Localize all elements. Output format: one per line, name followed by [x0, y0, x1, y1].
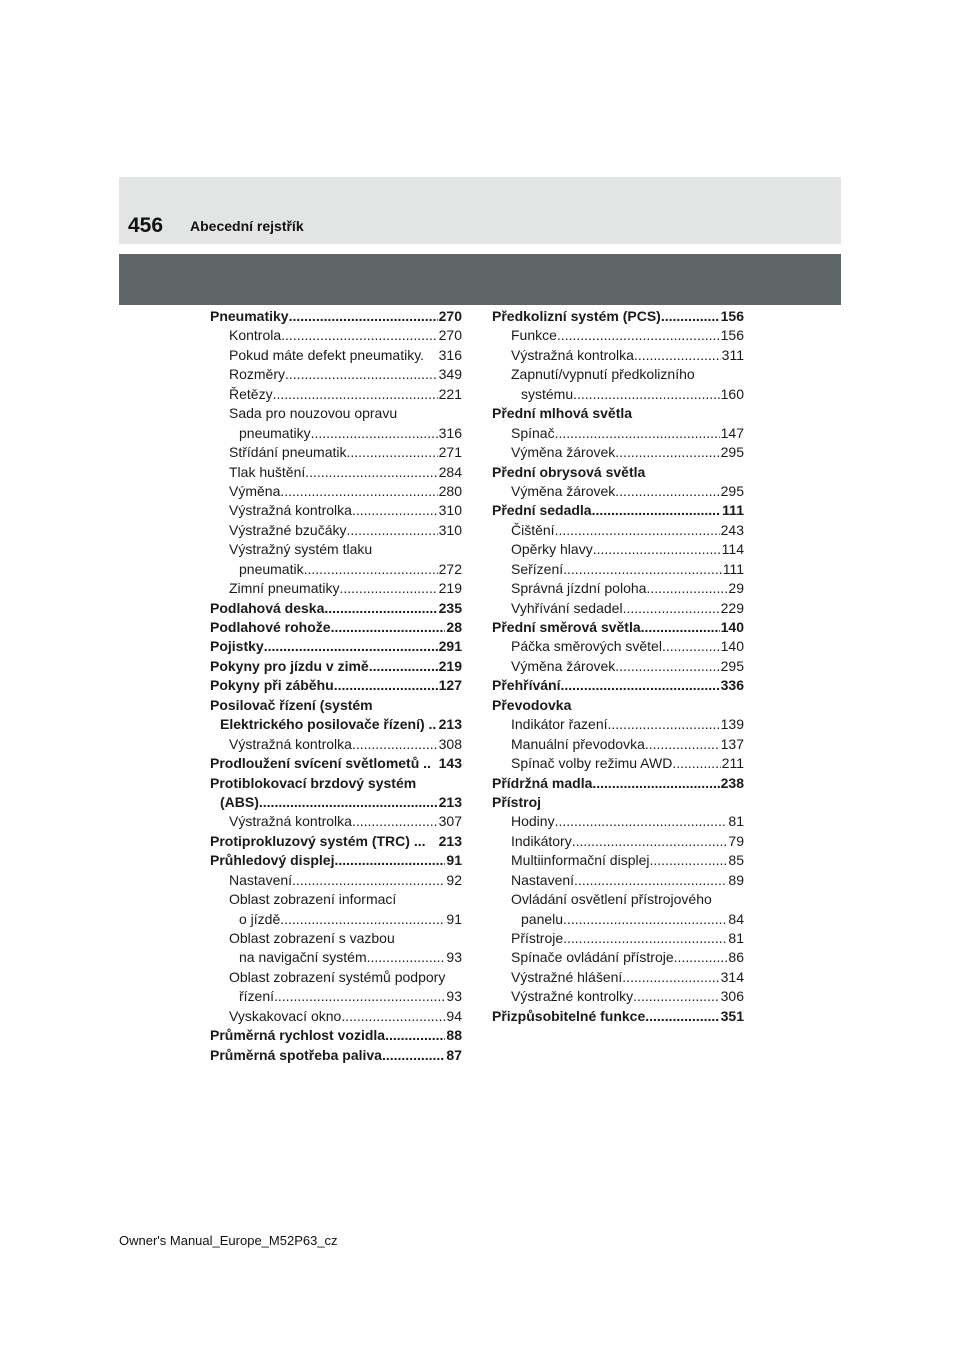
dot-leader: [563, 560, 722, 579]
index-entry-term: Přizpůsobitelné funkce: [492, 1007, 646, 1024]
dot-leader: [352, 735, 438, 754]
index-entry-term: Tlak huštění: [229, 463, 306, 480]
index-entry: [210, 1007, 462, 1026]
index-entry-term: Čištění: [511, 521, 555, 538]
index-entry: [492, 968, 744, 987]
dot-leader: [285, 365, 438, 384]
index-entry-term: Přední směrová světla: [492, 619, 641, 635]
index-entry: [210, 618, 462, 637]
index-entry-term: Pokyny pro jízdu v zimě: [210, 657, 369, 674]
index-entry: [210, 948, 462, 967]
index-entry-page: 114: [721, 541, 744, 558]
dot-leader: [645, 735, 720, 754]
index-entry-term: Zapnutí/vypnutí předkolizního: [511, 366, 695, 383]
index-entry-page: 280: [438, 482, 462, 499]
dot-leader: [674, 948, 728, 967]
index-entry-term: Hodiny: [511, 813, 555, 830]
dot-leader: [622, 968, 719, 987]
index-entry-page: 81: [728, 930, 744, 946]
index-entry-term: Výstražná kontrolka: [511, 346, 634, 363]
index-entry-term: Výstražný systém tlaku: [229, 541, 373, 558]
index-entry: [210, 579, 462, 598]
index-entry: [492, 501, 744, 520]
index-entry: [492, 365, 744, 384]
dot-leader: [273, 385, 438, 404]
dot-leader: [352, 501, 438, 520]
dot-leader: [641, 618, 720, 637]
dot-leader: [305, 463, 437, 482]
dot-leader: [367, 948, 446, 967]
index-entry-term: Výměna žárovek: [511, 482, 616, 499]
index-entry-term: Výměna žárovek: [511, 657, 616, 674]
index-entry-term: panelu: [521, 910, 564, 927]
index-entry-page: 29: [728, 580, 744, 597]
dot-leader: [560, 676, 719, 695]
index-entry-page: 235: [438, 599, 462, 616]
dot-leader: [615, 482, 719, 501]
index-entry: [210, 793, 462, 812]
index-entry: [210, 560, 462, 579]
index-entry-page: 311: [721, 346, 744, 363]
index-entry-term: Přední obrysová světla: [492, 463, 646, 480]
index-entry: [210, 599, 462, 618]
dot-leader: [557, 326, 720, 345]
index-entry: [210, 735, 462, 754]
index-entry-page: 295: [720, 657, 744, 674]
dot-leader: [634, 346, 721, 365]
index-entry: [492, 424, 744, 443]
index-entry-term: Multiinformační displej: [511, 852, 650, 869]
dot-leader: [563, 910, 727, 929]
index-entry: [210, 851, 462, 870]
index-entry-page: 295: [720, 482, 744, 499]
dot-leader: [572, 832, 728, 851]
index-entry: [492, 657, 744, 676]
index-entry-page: 306: [720, 988, 744, 1005]
index-entry-page: 213: [438, 832, 462, 849]
index-entry-page: 79: [728, 832, 744, 849]
index-entry: [210, 307, 462, 326]
index-entry: [210, 871, 462, 890]
index-entry-term: o jízdě: [239, 910, 281, 927]
index-entry: [492, 618, 744, 637]
index-entry-page: 211: [721, 755, 744, 772]
index-entry-term: Sada pro nouzovou opravu: [229, 405, 398, 422]
dot-leader: [324, 599, 437, 618]
dark-header-band: [119, 254, 841, 305]
dot-leader: [593, 540, 721, 559]
index-entry: [492, 404, 744, 423]
dot-leader: [347, 521, 438, 540]
index-entry: [210, 754, 462, 773]
index-entry: [492, 715, 744, 734]
index-entry-term: Předkolizní systém (PCS): [492, 308, 661, 324]
index-entry: [210, 365, 462, 384]
dot-leader: [264, 637, 438, 656]
index-column-right: [492, 307, 744, 1026]
index-entry: [210, 812, 462, 831]
index-entry-page: 91: [446, 852, 462, 869]
dot-leader: [650, 851, 728, 870]
index-entry: [210, 968, 462, 987]
dot-leader: [289, 307, 438, 326]
index-entry: [492, 346, 744, 365]
index-entry-term: Spínač: [511, 424, 555, 441]
index-entry-term: Podlahová deska: [210, 599, 325, 616]
index-entry-page: 308: [438, 735, 462, 752]
index-entry: [492, 812, 744, 831]
index-entry: [492, 599, 744, 618]
index-entry: [492, 910, 744, 929]
dot-leader: [339, 579, 437, 598]
index-entry-page: 93: [446, 988, 462, 1005]
index-entry-term: Výstražná kontrolka: [229, 735, 352, 752]
dot-leader: [280, 482, 437, 501]
dot-leader: [347, 443, 438, 462]
index-entry: [492, 987, 744, 1006]
index-entry-term: Průměrná rychlost vozidla: [210, 1027, 386, 1044]
dot-leader: [274, 987, 445, 1006]
index-entry-term: Vyskakovací okno: [229, 1007, 342, 1024]
index-entry-page: 88: [446, 1027, 462, 1044]
index-entry-term: Průhledový displej: [210, 852, 335, 869]
index-entry-term: Podlahové rohože: [210, 619, 331, 635]
index-entry-page: 310: [438, 502, 462, 519]
index-entry-page: 238: [720, 774, 744, 791]
index-entry-term: Výměna: [229, 482, 281, 499]
dot-leader: [385, 1026, 445, 1045]
index-entry: [492, 735, 744, 754]
index-entry-term: na navigační systém: [239, 949, 367, 966]
index-entry-term: Spínače ovládání přístroje: [511, 949, 674, 966]
index-entry: [492, 579, 744, 598]
index-entry-term: Oblast zobrazení s vazbou: [229, 930, 395, 946]
index-entry: [492, 754, 744, 773]
index-entry-term: Přehřívání: [492, 677, 561, 694]
index-entry: [492, 890, 744, 909]
index-entry-term: Funkce: [511, 327, 557, 344]
index-entry-page: 316: [438, 424, 462, 441]
index-entry: [492, 521, 744, 540]
dot-leader: [352, 812, 438, 831]
index-entry-page: 160: [720, 385, 744, 402]
section-title: Abecední rejstřík: [190, 218, 304, 234]
index-entry: [492, 851, 744, 870]
index-entry-term: Výměna žárovek: [511, 444, 616, 461]
index-entry: [492, 1007, 744, 1026]
index-entry-page: 307: [438, 813, 462, 830]
index-entry: [210, 676, 462, 695]
index-entry-term: Pokyny při záběhu: [210, 677, 334, 694]
index-entry-page: 243: [720, 521, 744, 538]
dot-leader: [334, 676, 438, 695]
index-entry: [210, 540, 462, 559]
index-entry-page: 213: [438, 716, 462, 733]
index-entry-page: 219: [438, 657, 462, 674]
index-entry: [210, 521, 462, 540]
index-entry: [492, 832, 744, 851]
index-entry-page: 139: [720, 716, 744, 733]
index-entry-page: 270: [438, 308, 462, 324]
dot-leader: [555, 812, 728, 831]
index-entry-page: 94: [446, 1007, 462, 1024]
index-entry-page: 28: [446, 619, 462, 635]
index-entry-page: 349: [438, 366, 462, 383]
index-entry: [210, 404, 462, 423]
index-entry: [492, 385, 744, 404]
index-entry-term: Nastavení: [511, 871, 575, 888]
index-entry-term: Přístroje: [511, 930, 564, 946]
index-entry-page: 314: [720, 968, 744, 985]
dot-leader: [633, 987, 719, 1006]
index-entry: [210, 501, 462, 520]
index-entry-term: Vyhřívání sedadel: [511, 599, 623, 616]
index-entry-term: Přídržná madla: [492, 774, 593, 791]
index-entry-term: systému: [521, 385, 574, 402]
index-entry-page: 87: [446, 1046, 462, 1063]
index-entry: [210, 443, 462, 462]
dot-leader: [331, 618, 446, 637]
index-entry: [210, 832, 462, 851]
index-entry-page: 270: [438, 327, 462, 344]
index-entry: [492, 307, 744, 326]
index-entry-term: Rozměry: [229, 366, 286, 383]
index-entry: [210, 385, 462, 404]
index-entry-term: Indikátor řazení: [511, 716, 608, 733]
dot-leader: [259, 793, 438, 812]
index-entry-page: 93: [446, 949, 462, 966]
index-entry-term: Střídání pneumatik: [229, 444, 347, 461]
dot-leader: [382, 1046, 445, 1065]
index-entry: [492, 929, 744, 948]
index-entry: [210, 1046, 462, 1065]
index-entry-term: Výstražné bzučáky: [229, 521, 347, 538]
dot-leader: [341, 1007, 445, 1026]
index-entry-term: Správná jízdní poloha: [511, 580, 647, 597]
index-entry-page: 111: [722, 502, 744, 519]
index-entry: [492, 326, 744, 345]
index-entry-page: 156: [720, 308, 744, 324]
dot-leader: [574, 871, 727, 890]
dot-leader: [662, 637, 720, 656]
dot-leader: [304, 560, 438, 579]
index-entry-page: 140: [720, 638, 744, 655]
index-entry: [210, 910, 462, 929]
dot-leader: [334, 851, 445, 870]
index-entry-term: Nastavení: [229, 871, 293, 888]
index-entry-page: 213: [438, 793, 462, 810]
dot-leader: [292, 871, 445, 890]
index-entry: [492, 676, 744, 695]
index-entry-term: Pokud máte defekt pneumatiky.: [229, 346, 425, 363]
index-entry-term: Výstražná kontrolka: [229, 502, 352, 519]
index-entry-page: 143: [438, 755, 462, 772]
index-entry: [492, 793, 744, 812]
index-entry-page: 89: [728, 871, 744, 888]
index-entry-term: Přístroj: [492, 793, 542, 810]
index-entry-page: 91: [446, 910, 462, 927]
index-entry-term: Pneumatiky: [210, 308, 289, 324]
index-entry-term: Ovládání osvětlení přístrojového: [511, 891, 712, 908]
index-entry: [492, 696, 744, 715]
dot-leader: [555, 424, 720, 443]
page-number: 456: [128, 214, 164, 237]
dot-leader: [280, 910, 445, 929]
dot-leader: [592, 774, 719, 793]
index-entry-page: 219: [438, 580, 462, 597]
index-entry: [210, 929, 462, 948]
index-entry: [210, 696, 462, 715]
index-entry: [210, 1026, 462, 1045]
index-entry-page: 147: [720, 424, 744, 441]
dot-leader: [615, 443, 719, 462]
dot-leader: [592, 501, 722, 520]
dot-leader: [563, 929, 727, 948]
index-entry-term: (ABS): [220, 793, 259, 810]
index-entry-page: 284: [438, 463, 462, 480]
index-entry: [492, 637, 744, 656]
index-entry-page: 295: [720, 444, 744, 461]
index-entry-term: Kontrola: [229, 327, 282, 344]
index-entry-page: 111: [722, 560, 744, 577]
dot-leader: [615, 657, 719, 676]
index-entry-page: 85: [728, 852, 744, 869]
index-entry: [492, 948, 744, 967]
index-entry-term: Manuální převodovka: [511, 735, 645, 752]
index-entry-page: 84: [728, 910, 744, 927]
index-entry: [492, 560, 744, 579]
index-entry-page: 81: [728, 813, 744, 830]
index-entry-term: Indikátory: [511, 832, 572, 849]
index-entry-page: 291: [438, 638, 462, 655]
index-entry: [210, 346, 462, 365]
index-entry-term: Výstražná kontrolka: [229, 813, 352, 830]
index-entry: [210, 424, 462, 443]
index-entry-page: 272: [438, 560, 462, 577]
index-entry-term: Elektrického posilovače řízení) ..: [220, 716, 437, 733]
index-entry-term: Seřízení: [511, 560, 564, 577]
index-entry-page: 92: [446, 871, 462, 888]
index-entry-term: Převodovka: [492, 696, 572, 713]
index-entry: [210, 987, 462, 1006]
index-entry-term: Pojistky: [210, 638, 264, 655]
index-entry: [492, 482, 744, 501]
index-entry: [210, 463, 462, 482]
index-entry-page: 156: [720, 327, 744, 344]
index-entry-page: 127: [438, 677, 462, 694]
index-entry: [210, 774, 462, 793]
index-entry: [492, 774, 744, 793]
index-entry-term: pneumatik: [239, 560, 304, 577]
index-entry-page: 229: [720, 599, 744, 616]
index-entry-term: Oblast zobrazení informací: [229, 891, 397, 908]
index-column-left: [210, 307, 462, 1065]
dot-leader: [645, 1007, 719, 1026]
index-entry-term: Protiblokovací brzdový systém: [210, 774, 417, 791]
index-entry-term: Oblast zobrazení systémů podpory: [229, 968, 446, 985]
footer-manual-id: Owner's Manual_Europe_M52P63_cz: [119, 1233, 338, 1248]
index-entry-term: Průměrná spotřeba paliva: [210, 1046, 382, 1063]
dot-leader: [623, 599, 720, 618]
index-entry: [210, 890, 462, 909]
index-entry: [492, 540, 744, 559]
index-entry-page: 351: [720, 1007, 744, 1024]
dot-leader: [646, 579, 727, 598]
index-entry-page: 316: [438, 346, 462, 363]
index-entry: [210, 657, 462, 676]
dot-leader: [555, 521, 720, 540]
index-entry-term: Zimní pneumatiky: [229, 580, 340, 597]
index-entry-term: Výstražné hlášení: [511, 968, 623, 985]
index-entry: [210, 637, 462, 656]
dot-leader: [281, 326, 437, 345]
index-entry-term: Přední sedadla: [492, 502, 592, 519]
index-entry-term: Protiprokluzový systém (TRC) ...: [210, 832, 426, 849]
index-entry-term: Výstražné kontrolky: [511, 988, 634, 1005]
index-entry: [492, 443, 744, 462]
index-entry-term: Spínač volby režimu AWD: [511, 755, 673, 772]
index-entry-term: Přední mlhová světla: [492, 405, 633, 422]
dot-leader: [369, 657, 438, 676]
index-entry: [210, 326, 462, 345]
index-entry-term: Řetězy: [229, 385, 273, 402]
index-entry-page: 310: [438, 521, 462, 538]
dot-leader: [661, 307, 720, 326]
index-entry-term: řízení: [239, 988, 275, 1005]
index-entry-page: 140: [720, 619, 744, 635]
index-entry-page: 271: [438, 444, 462, 461]
dot-leader: [672, 754, 720, 773]
index-entry-page: 86: [728, 949, 744, 966]
index-entry-term: Prodloužení svícení světlometů ..: [210, 755, 431, 772]
index-entry: [492, 871, 744, 890]
index-entry-page: 221: [438, 385, 462, 402]
index-entry-term: pneumatiky: [239, 424, 311, 441]
index-entry-term: Posilovač řízení (systém: [210, 696, 373, 713]
index-entry-term: Opěrky hlavy: [511, 541, 593, 558]
index-entry-page: 336: [720, 677, 744, 694]
index-entry-page: 137: [720, 735, 744, 752]
index-entry: [210, 715, 462, 734]
dot-leader: [608, 715, 720, 734]
dot-leader: [573, 385, 720, 404]
index-entry: [492, 463, 744, 482]
dot-leader: [311, 424, 438, 443]
index-entry: [210, 482, 462, 501]
index-entry-term: Páčka směrových světel: [511, 638, 662, 655]
